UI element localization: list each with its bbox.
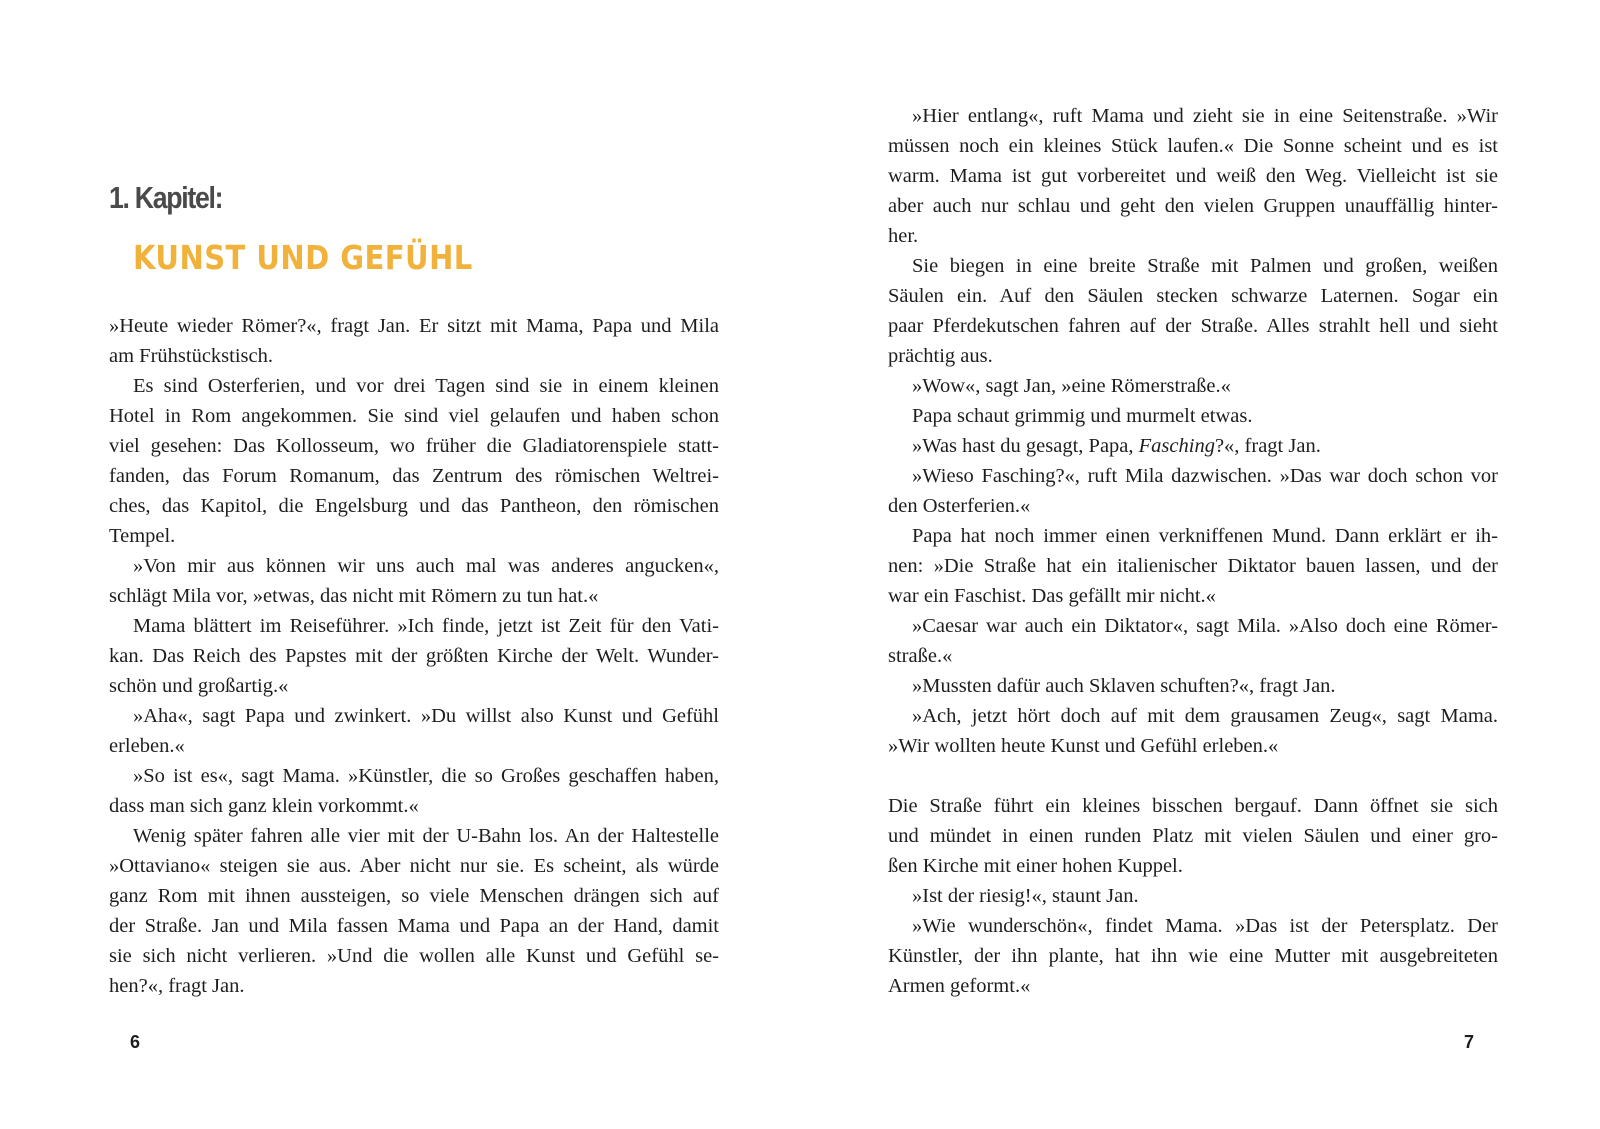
- text-line: ches, das Kapitol, die Engelsburg und das Pantheon, den römischen: [109, 495, 719, 517]
- text-line: paar Pferdekutschen fahren auf der Straße. Alles strahlt hell und sieht: [888, 315, 1498, 337]
- text-line: Tempel.: [109, 525, 176, 547]
- text-line: Hotel in Rom angekommen. Sie sind viel gelaufen und haben schon: [109, 405, 719, 427]
- text-line: »Ottaviano« steigen sie aus. Aber nicht nur sie. Es scheint, als würde: [109, 855, 719, 877]
- text-line: sie sich nicht verlieren. »Und die wollen alle Kunst und Gefühl se-: [109, 945, 719, 967]
- text-line: und mündet in einen runden Platz mit vielen Säulen und einer gro-: [888, 825, 1498, 847]
- chapter-title: KUNST UND GEFÜHL: [133, 238, 473, 277]
- text-line: der Straße. Jan und Mila fassen Mama und Papa an der Hand, damit: [109, 915, 719, 937]
- right-body-text: [888, 101, 1498, 1001]
- text-line: Armen geformt.«: [888, 975, 1031, 997]
- text-line: den Osterferien.«: [888, 495, 1031, 517]
- text-line: ßen Kirche mit einer hohen Kuppel.: [888, 855, 1183, 877]
- text-line: Künstler, der ihn plante, hat ihn wie eine Mutter mit ausgebreiteten: [888, 945, 1498, 967]
- text-line: Die Straße führt ein kleines bisschen bergauf. Dann öffnet sie sich: [888, 795, 1498, 817]
- text-line: Säulen ein. Auf den Säulen stecken schwarze Laternen. Sogar ein: [888, 285, 1498, 307]
- text-line: »Wow«, sagt Jan, »eine Römerstraße.«: [912, 375, 1231, 397]
- text-line: »So ist es«, sagt Mama. »Künstler, die so Großes geschaffen haben,: [133, 765, 719, 787]
- text-line: »Ach, jetzt hört doch auf mit dem grausamen Zeug«, sagt Mama.: [912, 705, 1498, 727]
- text-line: kan. Das Reich des Papstes mit der größten Kirche der Welt. Wunder-: [109, 645, 719, 667]
- text-line: »Von mir aus können wir uns auch mal was anderes angucken«,: [133, 555, 719, 577]
- right-page: [800, 0, 1600, 1129]
- text-line: Papa hat noch immer einen verkniffenen Mund. Dann erklärt er ih-: [912, 525, 1498, 547]
- text-line: viel gesehen: Das Kollosseum, wo früher die Gladiatorenspiele statt-: [109, 435, 719, 457]
- text-line: schön und großartig.«: [109, 675, 289, 697]
- text-line: »Wieso Fasching?«, ruft Mila dazwischen. »Das war doch schon vor: [912, 465, 1498, 487]
- text-line: fanden, das Forum Romanum, das Zentrum des römischen Weltrei-: [109, 465, 719, 487]
- text-line: müssen noch ein kleines Stück laufen.« Die Sonne scheint und es ist: [888, 135, 1498, 157]
- text-line: »Wir wollten heute Kunst und Gefühl erleben.«: [888, 735, 1279, 757]
- text-line: »Hier entlang«, ruft Mama und zieht sie in eine Seitenstraße. »Wir: [912, 105, 1498, 127]
- text-line: warm. Mama ist gut vorbereitet und weiß den Weg. Vielleicht ist sie: [888, 165, 1498, 187]
- text-line: »Was hast du gesagt, Papa, Fasching?«, fragt Jan.: [912, 435, 1321, 457]
- left-body-text: [109, 311, 719, 1001]
- text-line: dass man sich ganz klein vorkommt.«: [109, 795, 419, 817]
- text-line: Es sind Osterferien, und vor drei Tagen sind sie in einem kleinen: [133, 375, 719, 397]
- text-line: [888, 761, 1498, 791]
- text-line: »Heute wieder Römer?«, fragt Jan. Er sitzt mit Mama, Papa und Mila: [109, 315, 719, 337]
- text-line: »Ist der riesig!«, staunt Jan.: [912, 885, 1139, 907]
- text-line: straße.«: [888, 645, 953, 667]
- text-line: erleben.«: [109, 735, 185, 757]
- text-line: am Frühstückstisch.: [109, 345, 273, 367]
- text-line: schlägt Mila vor, »etwas, das nicht mit Römern zu tun hat.«: [109, 585, 599, 607]
- text-line: »Wie wunderschön«, findet Mama. »Das ist der Petersplatz. Der: [912, 915, 1498, 937]
- text-line: nen: »Die Straße hat ein italienischer Diktator bauen lassen, und der: [888, 555, 1498, 577]
- text-line: Papa schaut grimmig und murmelt etwas.: [912, 405, 1253, 427]
- text-line: prächtig aus.: [888, 345, 993, 367]
- text-line: ganz Rom mit ihnen aussteigen, so viele Menschen drängen sich auf: [109, 885, 719, 907]
- page-number-right: 7: [1464, 1032, 1475, 1052]
- text-line: aber auch nur schlau und geht den vielen Gruppen unauffällig hinter-: [888, 195, 1498, 217]
- page-number-left: 6: [130, 1032, 141, 1052]
- text-line: »Caesar war auch ein Diktator«, sagt Mila. »Also doch eine Römer-: [912, 615, 1498, 637]
- text-line: Sie biegen in eine breite Straße mit Palmen und großen, weißen: [912, 255, 1498, 277]
- text-line: hen?«, fragt Jan.: [109, 975, 245, 997]
- text-line: Wenig später fahren alle vier mit der U-Bahn los. An der Haltestelle: [133, 825, 719, 847]
- text-line: »Mussten dafür auch Sklaven schuften?«, fragt Jan.: [912, 675, 1336, 697]
- text-line: her.: [888, 225, 919, 247]
- text-line: Mama blättert im Reiseführer. »Ich finde, jetzt ist Zeit für den Vati-: [133, 615, 719, 637]
- text-line: war ein Faschist. Das gefällt mir nicht.«: [888, 585, 1216, 607]
- text-line: »Aha«, sagt Papa und zwinkert. »Du willst also Kunst und Gefühl: [133, 705, 719, 727]
- chapter-label: 1. Kapitel:: [109, 180, 223, 215]
